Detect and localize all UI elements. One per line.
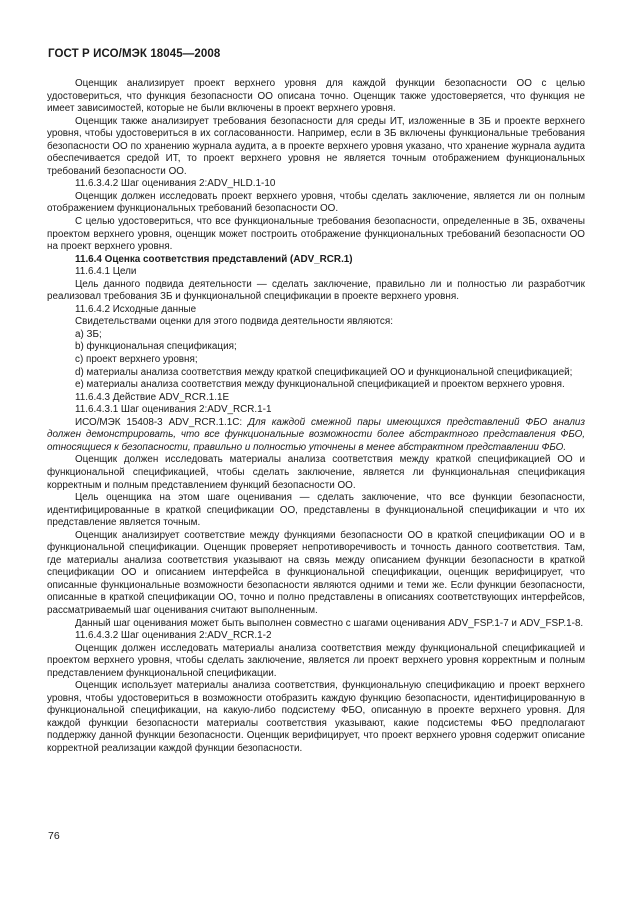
paragraph: Цель оценщика на этом шаге оценивания — сделать заключение, что все функции безопасности, идентифицированные в краткой спецификации ОО, представлены в функциональной спецификации и что их представление является точным. — [47, 492, 585, 529]
section-heading: 11.6.4 Оценка соответствия представлений (ADV_RCR.1) — [75, 253, 353, 265]
section-number: 11.6.4.3.2 Шаг оценивания 2:ADV_RCR.1-2 — [75, 630, 272, 642]
paragraph: С целью удостовериться, что все функциональные требования безопасности, определенные в ЗБ, охвачены проектом верхнего уровня, оценщик может построить отображение функциональных требований безопасности ОО на проект верхнего уровня. — [47, 216, 585, 253]
document-header: ГОСТ Р ИСО/МЭК 18045—2008 — [48, 48, 221, 60]
paragraph: Оценщик должен исследовать проект верхнего уровня, чтобы сделать заключение, является ли он полным отображением функциональных требований безопасности ОО. — [47, 190, 585, 215]
page-number: 76 — [48, 830, 60, 842]
list-item: e) материалы анализа соответствия между функциональной спецификацией и проектом верхнего уровня. — [75, 379, 565, 391]
paragraph: Данный шаг оценивания может быть выполнен совместно с шагами оценивания ADV_FSP.1-7 и ADV_FSP.1-8. — [75, 617, 584, 629]
list-item: c) проект верхнего уровня; — [75, 354, 198, 366]
list-item: b) функциональная спецификация; — [75, 341, 237, 353]
section-number: 11.6.4.3.1 Шаг оценивания 2:ADV_RCR.1-1 — [75, 404, 272, 416]
document-body — [47, 78, 585, 756]
section-number: 11.6.3.4.2 Шаг оценивания 2:ADV_HLD.1-10 — [75, 178, 276, 190]
paragraph: Оценщик должен исследовать материалы анализа соответствия между краткой спецификацией ОО и функциональной спецификацией, чтобы сделать заключение, является ли функциональная спецификация корректным и полным представлением функций безопасности ОО. — [47, 454, 585, 491]
section-number: 11.6.4.1 Цели — [75, 266, 137, 278]
list-item: d) материалы анализа соответствия между краткой спецификацией ОО и функциональной спецификацией; — [75, 366, 573, 378]
section-number: 11.6.4.3 Действие ADV_RCR.1.1E — [75, 391, 230, 403]
paragraph: Цель данного подвида деятельности — сделать заключение, правильно ли и полностью ли разработчик реализовал требования ЗБ и функциональной спецификации в проекте верхнего уровня. — [47, 278, 585, 303]
quote-text: Для каждой смежной пары имеющихся представлений ФБО анализ должен демонстрировать, что все функциональные возможности более абстрактного представления ФБО, относящиеся к безопасности, правильно и полностью уточнены в менее абстрактном представлении ФБО. — [47, 416, 585, 453]
paragraph: Оценщик должен исследовать материалы анализа соответствия между функциональной спецификацией и проектом верхнего уровня, чтобы сделать заключение, является ли проект верхнего уровня корректным и полным представлением функциональной спецификации. — [47, 642, 585, 679]
paragraph: Оценщик использует материалы анализа соответствия, функциональную спецификацию и проект верхнего уровня, чтобы удостовериться в возможности отобразить каждую функцию безопасности, идентифицированную в функциональной спецификации, на какую-либо подсистему ФБО, описанную в проекте верхнего уровня. Для каждой функции безопасности материалы соответствия указывают, какие подсистемы ФБО предполагают поддержку данной функции безопасности. Оценщик верифицирует, что проект верхнего уровня содержит описание корректной реализации каждой функции безопасности. — [47, 680, 585, 754]
paragraph: Оценщик анализирует соответствие между функциями безопасности ОО в краткой спецификации ОО и в функциональной спецификации. Оценщик проверяет непротиворечивость и точность данного соответствия. Там, где материалы анализа соответствия указывают на связь между описанием функции безопасности в краткой спецификации ОО и описанием интерфейса в функциональной спецификации, оценщик верифицирует, что описанные функциональные возможности безопасности являются одними и теми же. Если функции безопасности, описанные в краткой спецификации ОО, точно и полно представлены в описаниях соответствующих интерфейсов, рассматриваемый шаг оценивания считают выполненным. — [47, 529, 585, 616]
list-item: a) ЗБ; — [75, 328, 102, 340]
paragraph: Свидетельствами оценки для этого подвида деятельности являются: — [75, 316, 393, 328]
paragraph: Оценщик анализирует проект верхнего уровня для каждой функции безопасности ОО с целью удостовериться, что функция безопасности ОО описана точно. Оценщик также удостоверяется, что функция не имеет зависимостей, которые не были включены в проект верхнего уровня. — [47, 78, 585, 115]
paragraph: Оценщик также анализирует требования безопасности для среды ИТ, изложенные в ЗБ и проекте верхнего уровня, чтобы удостовериться в их согласованности. Например, если в ЗБ включены функциональные требования безопасности ОО по хранению журнала аудита, а в проекте верхнего уровня указано, что хранение журнала аудита обеспечивается средой ИТ, то проект верхнего уровня не является точным отображением функциональных требований безопасности ОО. — [47, 115, 585, 177]
quote-reference: ИСО/МЭК 15408-3 ADV_RCR.1.1C: — [75, 416, 249, 428]
standard-quote — [47, 417, 585, 455]
section-number: 11.6.4.2 Исходные данные — [75, 303, 197, 315]
